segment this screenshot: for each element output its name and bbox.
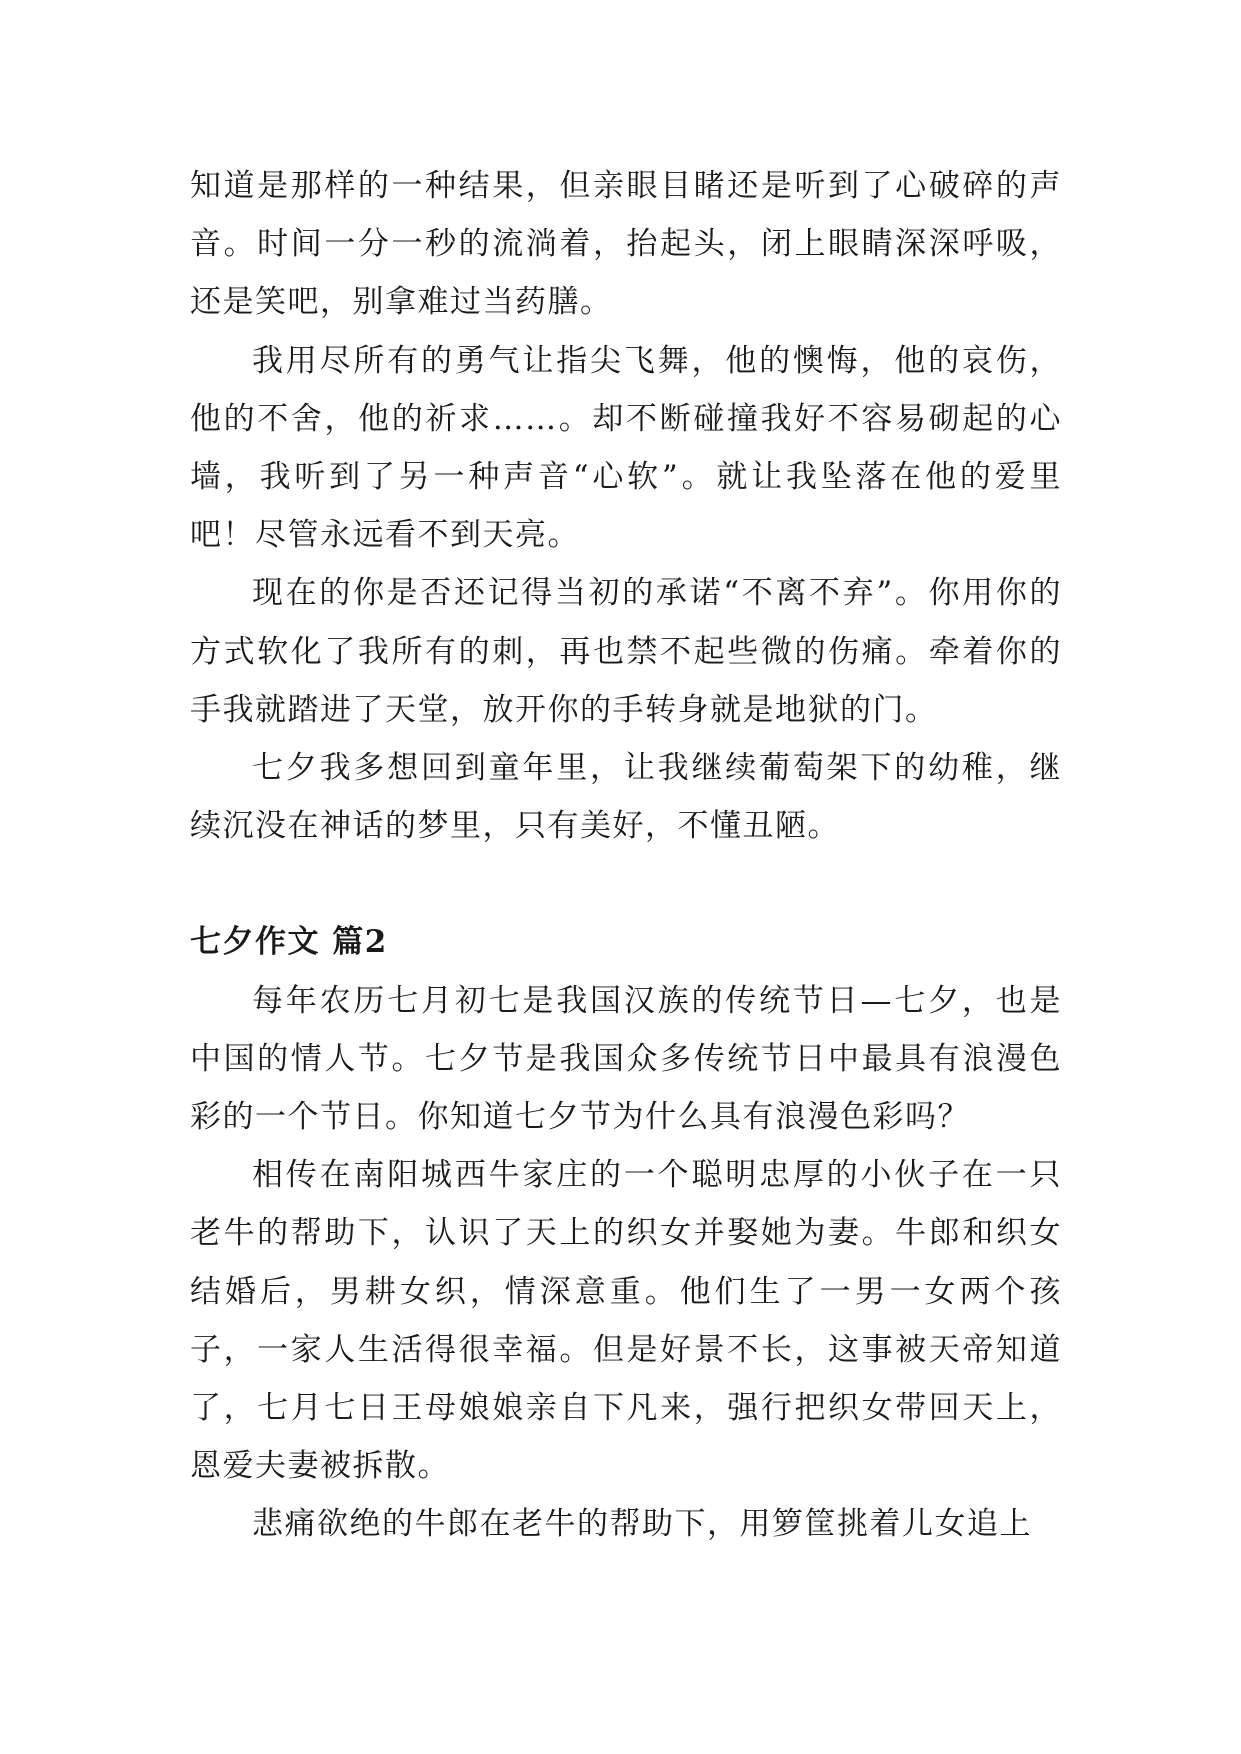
paragraph: 悲痛欲绝的牛郎在老牛的帮助下，用箩筐挑着儿女追上 xyxy=(252,1506,1032,1543)
section-spacer xyxy=(190,855,1062,913)
paragraph: 我用尽所有的勇气让指尖飞舞，他的懊悔，他的哀伤，他的不舍，他的祈求……。却不断碰撞我好不容易砌起的心墙，我听到了另一种声音“心软”。就让我坠落在他的爱里吧！尽管永远看不到天亮。 xyxy=(190,342,1062,554)
paragraph: 每年农历七月初七是我国汉族的传统节日—七夕，也是中国的情人节。七夕节是我国众多传统节日中最具有浪漫色彩的一个节日。你知道七夕节为什么具有浪漫色彩吗？ xyxy=(190,982,1062,1136)
paragraph: 相传在南阳城西牛家庄的一个聪明忠厚的小伙子在一只老牛的帮助下，认识了天上的织女并娶她为妻。牛郎和织女结婚后，男耕女织，情深意重。他们生了一男一女两个孩子，一家人生活得很幸福。但是好景不长，这事被天帝知道了，七月七日王母娘娘亲自下凡来，强行把织女带回天上，恩爱夫妻被拆散。 xyxy=(190,1157,1062,1485)
paragraph: 现在的你是否还记得当初的承诺“不离不弃”。你用你的方式软化了我所有的刺，再也禁不起些微的伤痛。牵着你的手我就踏进了天堂，放开你的手转身就是地狱的门。 xyxy=(190,575,1062,728)
paragraph: 七夕我多想回到童年里，让我继续葡萄架下的幼稚，继续沉没在神话的梦里，只有美好，不懂丑陋。 xyxy=(190,750,1062,845)
section-heading: 七夕作文 篇2 xyxy=(190,924,388,961)
document-page xyxy=(190,157,1062,1554)
paragraph-continued: 知道是那样的一种结果，但亲眼目睹还是听到了心破碎的声音。时间一分一秒的流淌着，抬起头，闭上眼睛深深呼吸，还是笑吧，别拿难过当药膳。 xyxy=(190,168,1062,321)
